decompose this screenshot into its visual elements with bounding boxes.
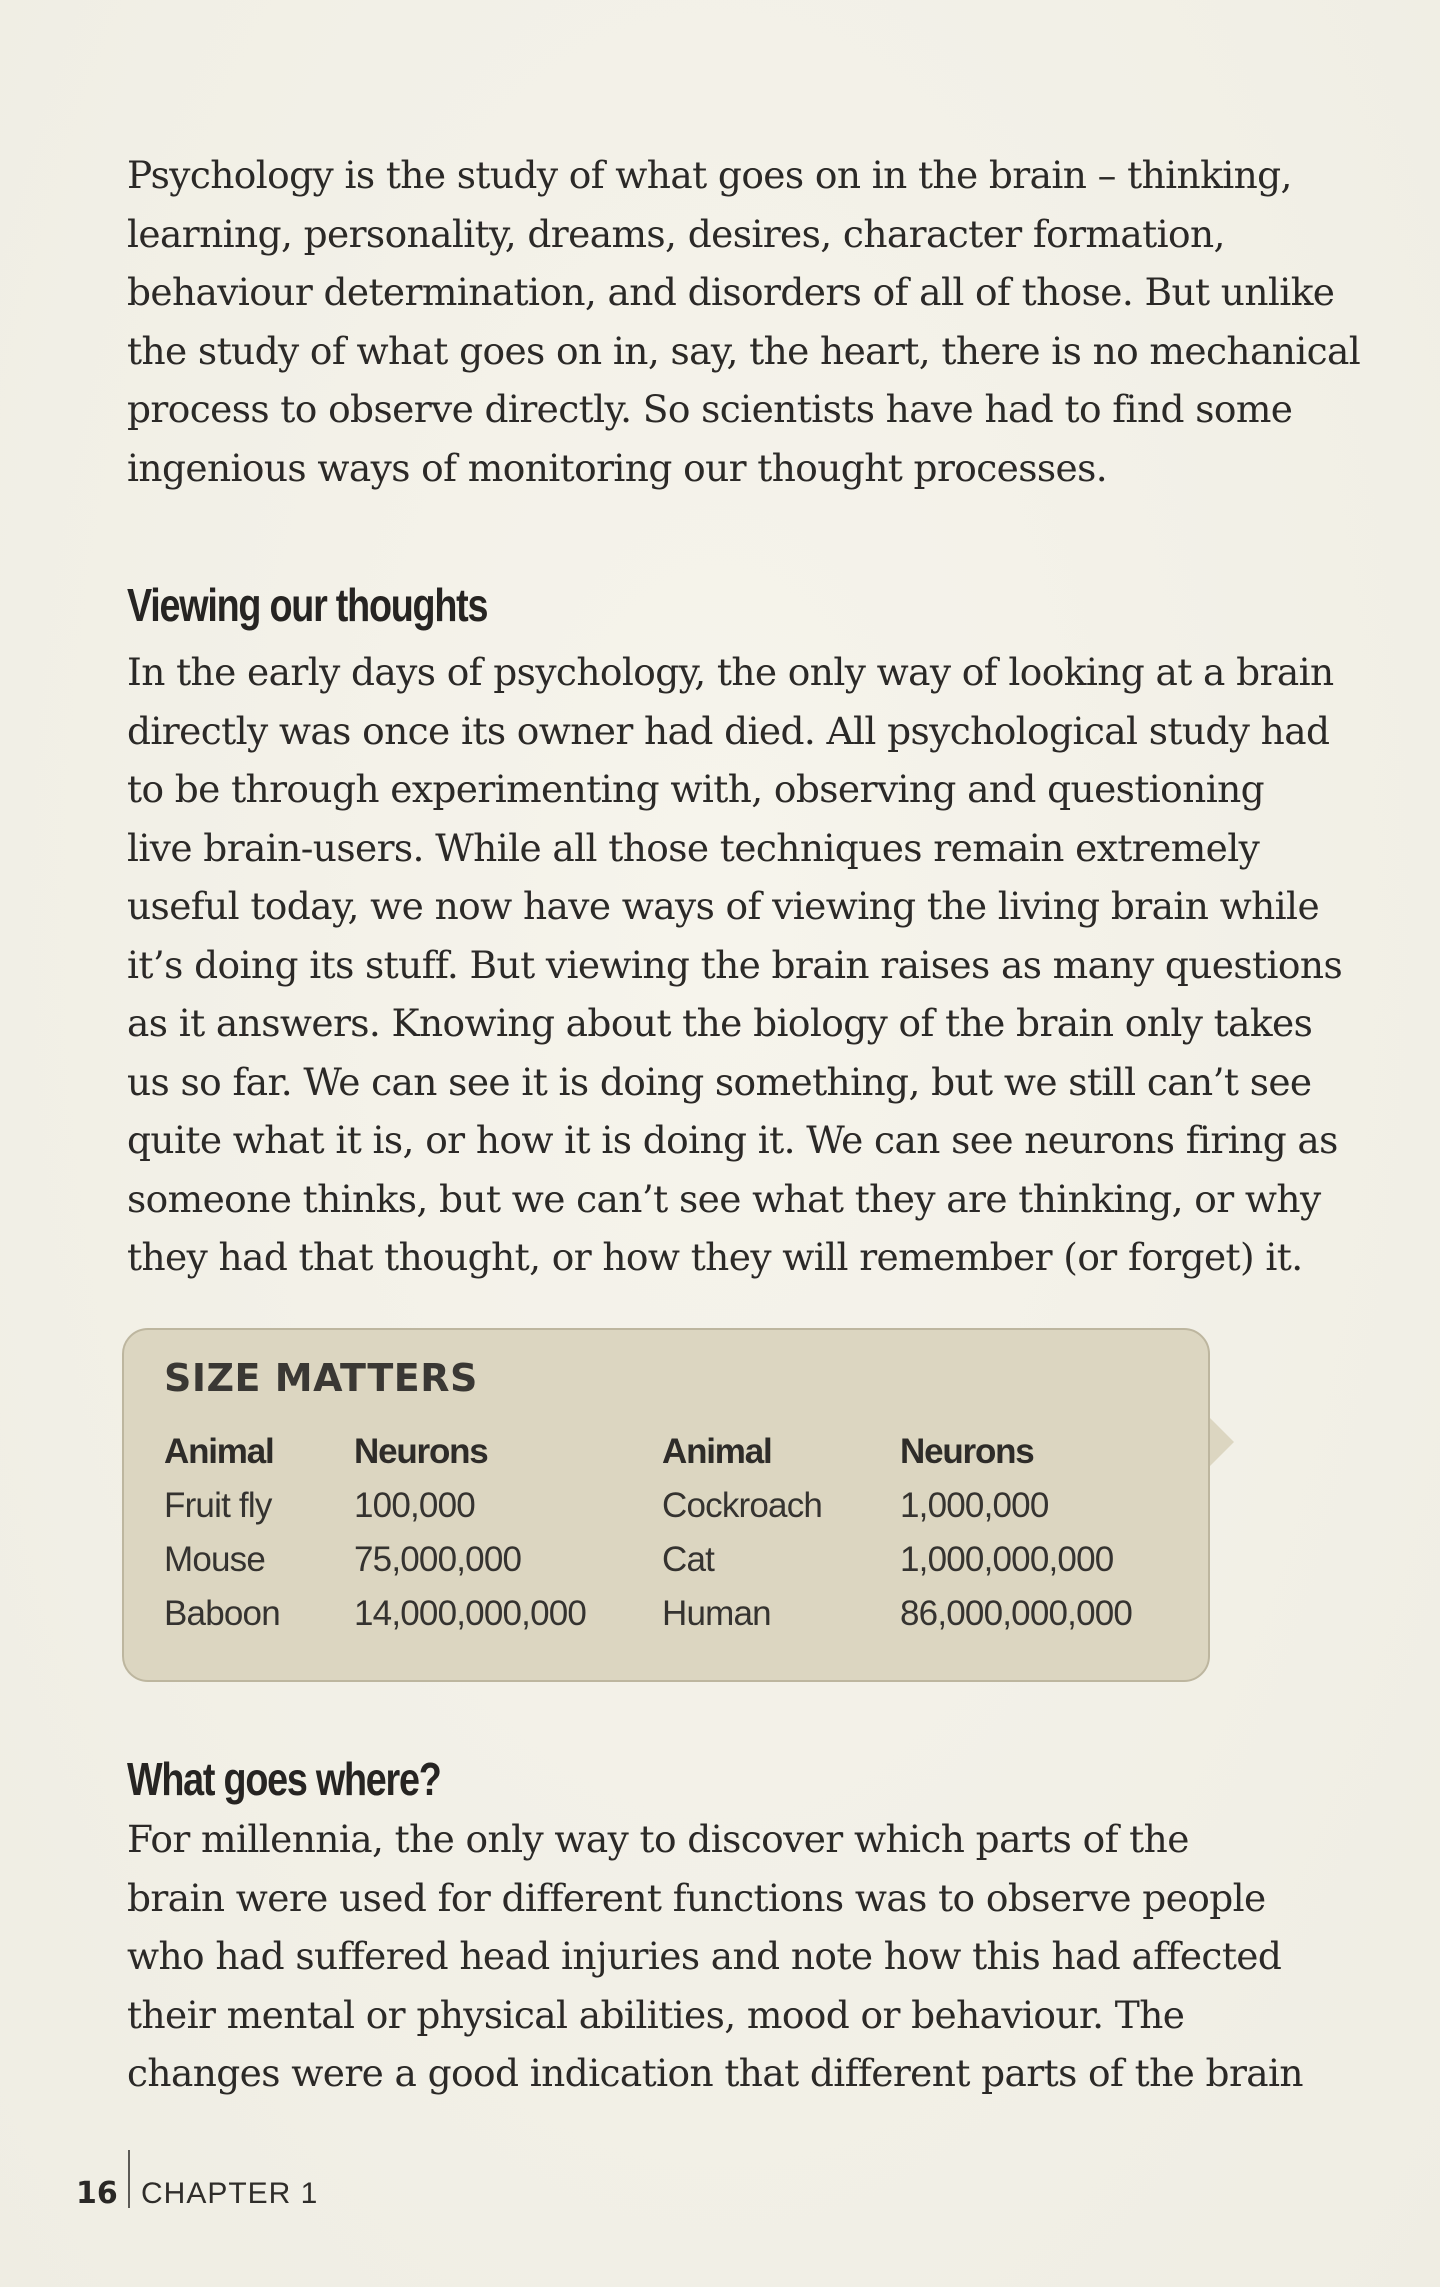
text-line: For millennia, the only way to discover which parts of the <box>127 1817 1189 1861</box>
table-header-neurons: Neurons <box>900 1432 1034 1471</box>
table-cell-animal: Fruit fly <box>164 1486 272 1525</box>
table-cell-animal: Cockroach <box>662 1486 823 1525</box>
text-line: directly was once its owner had died. All psychological study had <box>127 708 1330 753</box>
text-line: Psychology is the study of what goes on in the brain – thinking, <box>127 153 1292 197</box>
text-line: who had suffered head injuries and note how this had affected <box>127 1934 1282 1978</box>
text-line: quite what it is, or how it is doing it. We can see neurons firing as <box>127 1118 1338 1162</box>
text-line: process to observe directly. So scientists have had to find some <box>127 387 1293 431</box>
text-line: as it answers. Knowing about the biology of the brain only takes <box>127 1001 1313 1045</box>
section-heading-where: What goes where? <box>127 1753 441 1805</box>
text-line: to be through experimenting with, observing and questioning <box>127 767 1265 811</box>
table-cell-animal: Cat <box>662 1540 715 1579</box>
table-cell-neurons: 1,000,000 <box>900 1486 1049 1525</box>
text-line: brain were used for different functions was to observe people <box>127 1875 1266 1920</box>
text-line: it’s doing its stuff. But viewing the brain raises as many questions <box>127 942 1343 987</box>
page-number: 16 <box>76 2176 118 2211</box>
text-line: behaviour determination, and disorders of all of those. But unlike <box>127 270 1335 314</box>
table-cell-neurons: 1,000,000,000 <box>900 1540 1114 1579</box>
text-line: ingenious ways of monitoring our thought processes. <box>127 445 1108 490</box>
text-line: useful today, we now have ways of viewing the living brain while <box>127 884 1320 928</box>
text-line: they had that thought, or how they will remember (or forget) it. <box>127 1235 1303 1279</box>
text-line: their mental or physical abilities, mood or behaviour. The <box>127 1992 1185 2037</box>
chapter-label: CHAPTER 1 <box>141 2177 319 2210</box>
footer-divider <box>128 2150 130 2208</box>
table-cell-animal: Human <box>662 1594 771 1633</box>
table-header-neurons: Neurons <box>354 1432 488 1471</box>
table-cell-neurons: 14,000,000,000 <box>354 1594 587 1633</box>
viewing-paragraph <box>127 643 1343 1287</box>
text-line: us so far. We can see it is doing something, but we still can’t see <box>127 1059 1312 1104</box>
sidebar-title: SIZE MATTERS <box>164 1356 478 1400</box>
where-paragraph <box>127 1810 1303 2103</box>
table-cell-neurons: 86,000,000,000 <box>900 1594 1133 1633</box>
section-heading-viewing: Viewing our thoughts <box>127 579 488 631</box>
text-line: the study of what goes on in, say, the heart, there is no mechanical <box>127 328 1361 373</box>
table-cell-neurons: 75,000,000 <box>354 1540 522 1579</box>
text-line: changes were a good indication that different parts of the brain <box>127 2051 1303 2095</box>
table-cell-neurons: 100,000 <box>354 1486 475 1525</box>
table-cell-animal: Mouse <box>164 1540 266 1579</box>
text-line: someone thinks, but we can’t see what they are thinking, or why <box>127 1176 1321 1221</box>
text-line: live brain-users. While all those techniques remain extremely <box>127 825 1260 870</box>
table-header-animal: Animal <box>662 1432 772 1471</box>
intro-paragraph <box>127 146 1361 497</box>
table-cell-animal: Baboon <box>164 1594 280 1633</box>
table-header-animal: Animal <box>164 1432 274 1471</box>
text-line: In the early days of psychology, the only way of looking at a brain <box>127 650 1334 694</box>
text-line: learning, personality, dreams, desires, character formation, <box>127 211 1225 256</box>
